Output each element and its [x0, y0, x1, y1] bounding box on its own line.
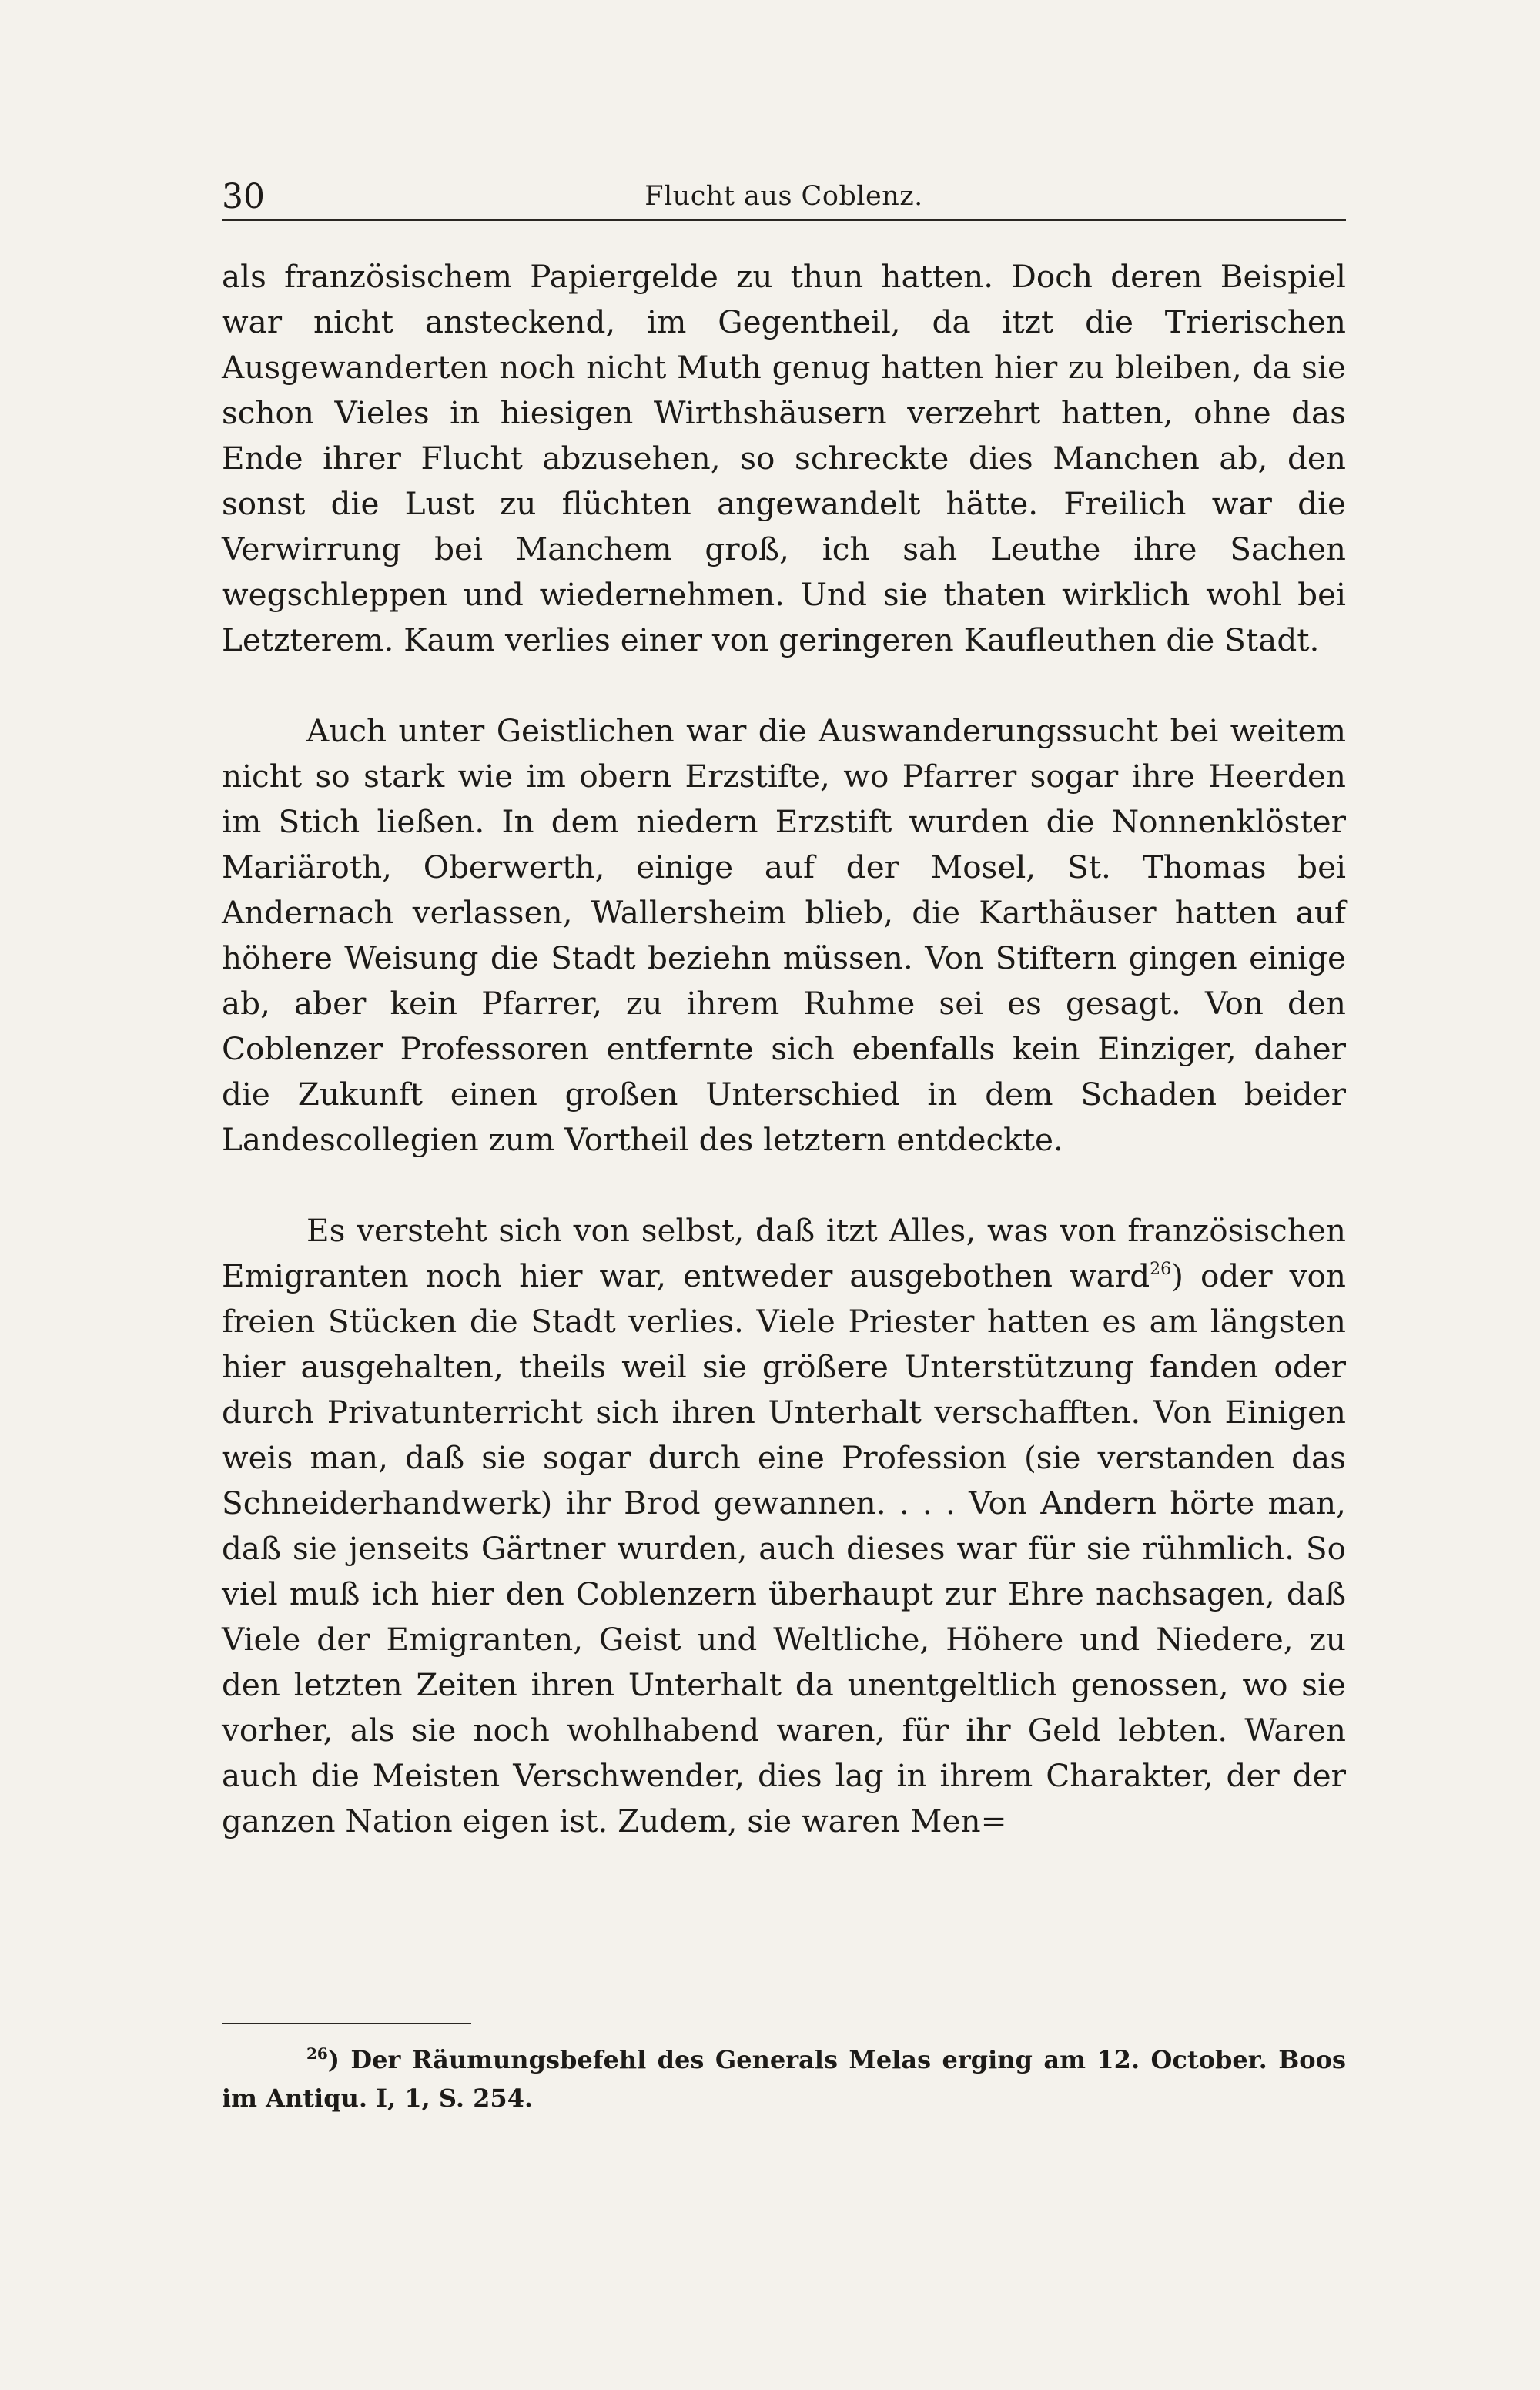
footnote-text: ) Der Räumungsbefehl des Generals Melas erging am 12. October. Boos im Antiqu. I, 1, S. 254.: [222, 2045, 1346, 2113]
paragraph-2: Auch unter Geistlichen war die Auswanderungssucht bei weitem nicht so stark wie im obern Erzstifte, wo Pfarrer sogar ihre Heerden im Stich ließen. In dem niedern Erzstift wurden die Nonnenklöster Mariäroth, Oberwerth, einige auf der Mosel, St. Thomas bei Andernach verlassen, Wallersheim blieb, die Karthäuser hatten auf höhere Weisung die Stadt beziehn müssen. Von Stiftern gingen einige ab, aber kein Pfarrer, zu ihrem Ruhme sei es gesagt. Von den Coblenzer Professoren entfernte sich ebenfalls kein Einziger, daher die Zukunft einen großen Unterschied in dem Schaden beider Landescollegien zum Vortheil des letztern entdeckte.: [222, 712, 1346, 1158]
paragraph-3: [222, 1208, 1346, 1844]
footnote-mark: 26: [306, 2044, 328, 2063]
footnote-rule: [222, 2023, 471, 2024]
running-title: Flucht aus Coblenz.: [644, 181, 923, 212]
paragraph-3-text-start: Es versteht sich von selbst, daß itzt Alles, was von französischen Emigranten noch hier war, entweder ausgebothen ward: [222, 1212, 1346, 1294]
footnote-reference[interactable]: 26: [1150, 1260, 1172, 1279]
paragraph-3-text-end: ) oder von freien Stücken die Stadt verlies. Viele Priester hatten es am längsten hier ausgehalten, theils weil sie größere Unterstützung fanden oder durch Privatunterricht sich ihren Unterhalt verschafften. Von Einigen weis man, daß sie sogar durch eine Profession (sie verstanden das Schneiderhandwerk) ihr Brod gewannen. . . . Von Andern hörte man, daß sie jenseits Gärtner wurden, auch dieses war für sie rühmlich. So viel muß ich hier den Coblenzern überhaupt zur Ehre nachsagen, daß Viele der Emigranten, Geist und Weltliche, Höhere und Niedere, zu den letzten Zeiten ihren Unterhalt da unentgeltlich genossen, wo sie vorher, als sie noch wohlhabend waren, für ihr Geld lebten. Waren auch die Meisten Verschwender, dies lag in ihrem Charakter, der der ganzen Nation eigen ist. Zudem, sie waren Men=: [222, 1257, 1346, 1839]
header-rule: [222, 219, 1346, 221]
page-number: 30: [222, 177, 265, 216]
paragraph-1: als französischem Papiergelde zu thun hatten. Doch deren Beispiel war nicht ansteckend, im Gegentheil, da itzt die Trierischen Ausgewanderten noch nicht Muth genug hatten hier zu bleiben, da sie schon Vieles in hiesigen Wirthshäusern verzehrt hatten, ohne das Ende ihrer Flucht abzusehen, so schreckte dies Manchen ab, den sonst die Lust zu flüchten angewandelt hätte. Freilich war die Verwirrung bei Manchem groß, ich sah Leuthe ihre Sachen wegschleppen und wiedernehmen. Und sie thaten wirklich wohl bei Letzterem. Kaum verlies einer von geringeren Kaufleuthen die Stadt.: [222, 258, 1346, 658]
page-header: [222, 176, 1346, 219]
main-text: [222, 254, 1346, 1844]
footnote: [222, 2040, 1346, 2117]
